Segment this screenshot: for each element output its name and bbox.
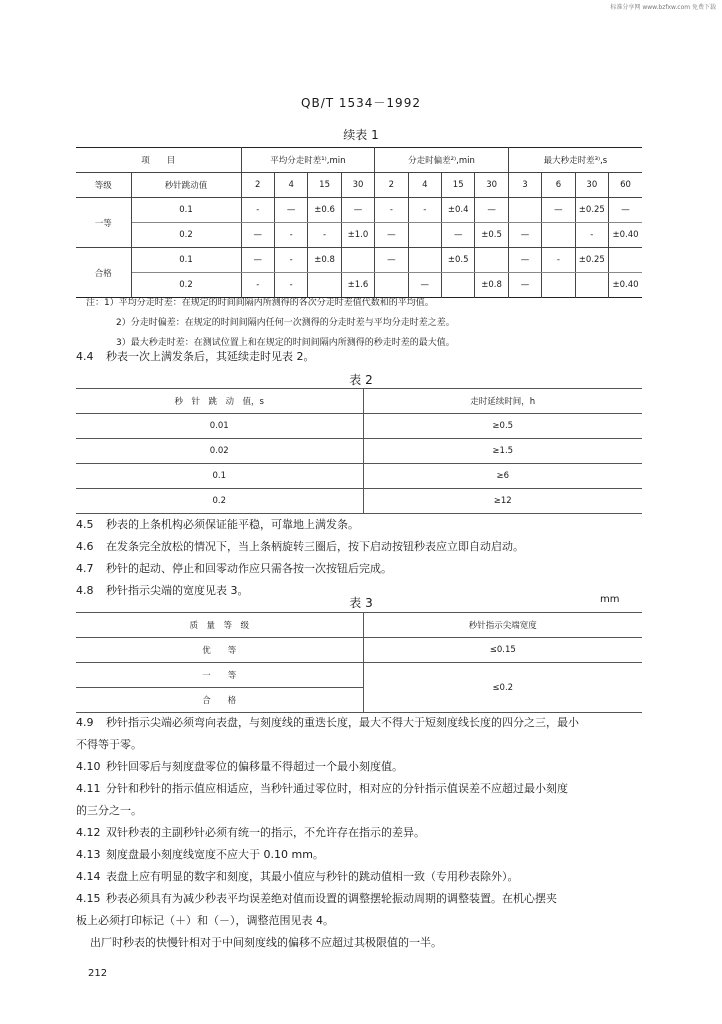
clause-4-15 — [76, 888, 642, 910]
table1-cell — [508, 198, 541, 223]
table1-cell: ±0.8 — [308, 248, 341, 273]
clause-number: 4.7 — [76, 562, 94, 575]
table2-head-row — [76, 389, 642, 414]
table2-jump: 0.2 — [76, 489, 363, 514]
table1-sub-cell: 60 — [609, 173, 642, 198]
clause-text: 表盘上应有明显的数字和刻度，其最小值应与秒针的跳动值相一致（专用秒表除外）。 — [106, 870, 519, 883]
table1-cell: — — [274, 198, 307, 223]
clause-text: 秒表一次上满发条后，其延续走时见表 2。 — [106, 350, 315, 363]
table3-grade: 合 格 — [76, 688, 363, 713]
clause-number: 4.11 — [76, 782, 101, 795]
clause-number: 4.14 — [76, 870, 101, 883]
table2-jump: 0.02 — [76, 439, 363, 464]
note-1: 注：1）平均分走时差：在规定的时间间隔内所测得的各次分走时差值代数和的平均值。 — [86, 298, 434, 308]
table2-row — [76, 489, 642, 514]
note-3: 3）最大秒走时差：在测试位置上和在规定的时间间隔内所测得的秒走时差的最大值。 — [116, 338, 455, 348]
table1-cell: - — [274, 223, 307, 248]
table1-cell: — — [542, 198, 575, 223]
table1-cell — [408, 248, 441, 273]
table2-head-duration: 走时延续时间，h — [363, 389, 642, 414]
table2-row — [76, 439, 642, 464]
table1-sub-jump: 秒针跳动值 — [131, 173, 241, 198]
clause-4-14 — [76, 866, 642, 888]
table1-cell: ±0.25 — [575, 248, 608, 273]
table2-duration: ≥0.5 — [363, 414, 642, 439]
clause-4-6 — [76, 536, 524, 558]
clause-text: 秒表必须具有为减少秒表平均误差绝对值而设置的调整摆轮振动周期的调整装置。在机心摆夹 — [106, 892, 557, 905]
table2-jump: 0.1 — [76, 464, 363, 489]
table1-jump: 0.2 — [131, 223, 241, 248]
table1-cell: - — [542, 248, 575, 273]
table1-cell: — — [609, 198, 642, 223]
table1-grade: 一等 — [76, 198, 131, 248]
table1-notes — [86, 293, 455, 353]
clause-text: 双针秒表的主副秒针必须有统一的指示，不允许存在指示的差异。 — [106, 826, 425, 839]
table1-jump: 0.2 — [131, 273, 241, 298]
table1-cell: - — [274, 248, 307, 273]
table1-cell — [542, 273, 575, 298]
table1-cell: — — [241, 223, 274, 248]
table1-cell: ±0.5 — [475, 223, 508, 248]
table1-sub-cell: 30 — [575, 173, 608, 198]
table3-head-row — [76, 613, 642, 638]
clause-4-5 — [76, 514, 524, 536]
clause-text: 秒针回零后与刻度盘零位的偏移量不得超过一个最小刻度值。 — [106, 760, 403, 773]
table1-row — [76, 198, 642, 223]
table1-cell: — — [508, 248, 541, 273]
clause-number: 4.15 — [76, 892, 101, 905]
table1-cell — [341, 248, 374, 273]
table1-sub-cell: 4 — [274, 173, 307, 198]
table3-caption: 表 3 — [349, 596, 373, 610]
table3-grade: 一 等 — [76, 663, 363, 688]
clause-text: 在发条完全放松的情况下，当上条柄旋转三圈后，按下启动按钮秒表应立即自动启动。 — [106, 540, 524, 553]
table1-sub-cell: 15 — [442, 173, 475, 198]
final-paragraph: 出厂时秒表的快慢针相对于中间刻度线的偏移不应超过其极限值的一半。 — [90, 936, 442, 949]
table1-cell: — — [375, 223, 408, 248]
table1-sub-cell: 2 — [241, 173, 274, 198]
table1-cell: ±0.6 — [308, 198, 341, 223]
table1-head-item: 项 目 — [76, 148, 241, 173]
table1-cell — [475, 248, 508, 273]
table1-row — [76, 223, 642, 248]
table1-sub-row — [76, 173, 642, 198]
table1-cell — [609, 248, 642, 273]
clause-4-9 — [76, 712, 642, 734]
table1-sub-cell: 3 — [508, 173, 541, 198]
table1-cell: - — [274, 273, 307, 298]
table1 — [76, 147, 642, 298]
table1-cell: - — [241, 198, 274, 223]
table1-cell: ±1.0 — [341, 223, 374, 248]
table2-row — [76, 464, 642, 489]
clause-text: 秒针指示尖端必须弯向表盘，与刻度线的重迭长度，最大不得大于短刻度线长度的四分之三，最小 — [106, 716, 579, 729]
table1-head-row — [76, 148, 642, 173]
table1-cell — [542, 223, 575, 248]
table2 — [76, 388, 642, 514]
table3-grade: 优 等 — [76, 638, 363, 663]
table1-row — [76, 248, 642, 273]
clause-4-11 — [76, 778, 642, 800]
table2-row — [76, 414, 642, 439]
clause-text: 秒针的起动、停止和回零动作应只需各按一次按钮后完成。 — [106, 562, 392, 575]
table1-sub-cell: 15 — [308, 173, 341, 198]
table1-grade: 合格 — [76, 248, 131, 298]
clause-4-4 — [76, 346, 315, 368]
clause-4-11-cont: 的三分之一。 — [76, 804, 142, 817]
table1-sub-cell: 30 — [341, 173, 374, 198]
table1-cell: ±0.25 — [575, 198, 608, 223]
table3-row — [76, 638, 642, 663]
table1-cell: - — [308, 223, 341, 248]
table1-cell: — — [508, 223, 541, 248]
table1-cell: ±0.5 — [442, 248, 475, 273]
table1-jump: 0.1 — [131, 248, 241, 273]
table1-cell: — — [508, 273, 541, 298]
clause-text: 秒表的上条机构必须保证能平稳，可靠地上满发条。 — [106, 518, 359, 531]
clause-number: 4.13 — [76, 848, 101, 861]
clause-text: 分针和秒针的指示值应相适应，当秒针通过零位时，相对应的分针指示值误差不应超过最小刻度 — [106, 782, 568, 795]
table1-head-g1: 平均分走时差¹⁾,min — [241, 148, 375, 173]
table1-cell: ±0.4 — [442, 198, 475, 223]
clause-4-7 — [76, 558, 524, 580]
table3-head-grade: 质 量 等 级 — [76, 613, 363, 638]
table1-jump: 0.1 — [131, 198, 241, 223]
table1-cell: - — [575, 223, 608, 248]
table1-cell: ±0.40 — [609, 223, 642, 248]
note-2: 2）分走时偏差：在规定的时间间隔内任何一次测得的分走时差与平均分走时差之差。 — [116, 318, 455, 328]
clause-number: 4.5 — [76, 518, 94, 531]
table2-head-jump: 秒 针 跳 动 值，s — [76, 389, 363, 414]
table1-cell: - — [375, 198, 408, 223]
table1-cell: — — [475, 198, 508, 223]
table1-cell: - — [408, 198, 441, 223]
table1-sub-cell: 30 — [475, 173, 508, 198]
table3-width: ≤0.15 — [363, 638, 642, 663]
table3-head-width: 秒针指示尖端宽度 — [363, 613, 642, 638]
table2-duration: ≥1.5 — [363, 439, 642, 464]
table1-head-g2: 分走时偏差²⁾,min — [375, 148, 509, 173]
clause-text: 秒针指示尖端的宽度见表 3。 — [106, 584, 249, 597]
clause-number: 4.6 — [76, 540, 94, 553]
table1-cell — [408, 223, 441, 248]
table2-jump: 0.01 — [76, 414, 363, 439]
table1-cell — [575, 273, 608, 298]
table1-cell: — — [408, 273, 441, 298]
table1-cell: — — [442, 223, 475, 248]
clause-text: 刻度盘最小刻度线宽度不应大于 0.10 mm。 — [106, 848, 324, 861]
clause-4-15-cont: 板上必须打印标记（＋）和（－），调整范围见表 4。 — [76, 914, 334, 927]
clause-4-13 — [76, 844, 642, 866]
clause-4-9-cont: 不得等于零。 — [76, 738, 142, 751]
clauses-4-9-to-4-15 — [76, 712, 642, 954]
clause-number: 4.12 — [76, 826, 101, 839]
clause-number: 4.10 — [76, 760, 101, 773]
table1-cell: — — [241, 248, 274, 273]
clause-4-10 — [76, 756, 642, 778]
clause-number: 4.4 — [76, 350, 94, 363]
table1-cell: ±0.8 — [475, 273, 508, 298]
table2-duration: ≥6 — [363, 464, 642, 489]
table1-sub-cell: 6 — [542, 173, 575, 198]
clause-number: 4.9 — [76, 716, 94, 729]
table1-cell: — — [375, 248, 408, 273]
table3-width: ≤0.2 — [363, 663, 642, 713]
table1-cell: - — [241, 273, 274, 298]
table1-cell: ±0.40 — [609, 273, 642, 298]
table1-caption: 续表 1 — [343, 128, 379, 142]
clauses-4-5-to-4-8 — [76, 514, 524, 602]
table1-cell: — — [341, 198, 374, 223]
table2-duration: ≥12 — [363, 489, 642, 514]
table1-head-g3: 最大秒走时差³⁾,s — [508, 148, 642, 173]
clause-4-12 — [76, 822, 642, 844]
watermark: 标准分享网 www.bzfxw.com 免费下载 — [610, 4, 716, 11]
table3-unit: mm — [600, 594, 620, 605]
table2-caption: 表 2 — [349, 373, 373, 387]
table1-sub-cell: 4 — [408, 173, 441, 198]
page-number: 212 — [88, 968, 108, 979]
table1-sub-cell: 2 — [375, 173, 408, 198]
table3 — [76, 612, 642, 713]
clause-number: 4.8 — [76, 584, 94, 597]
table1-cell: ±1.6 — [341, 273, 374, 298]
table1-sub-grade: 等级 — [76, 173, 131, 198]
standard-header: QB/T 1534－1992 — [301, 96, 421, 110]
table3-row — [76, 663, 642, 688]
